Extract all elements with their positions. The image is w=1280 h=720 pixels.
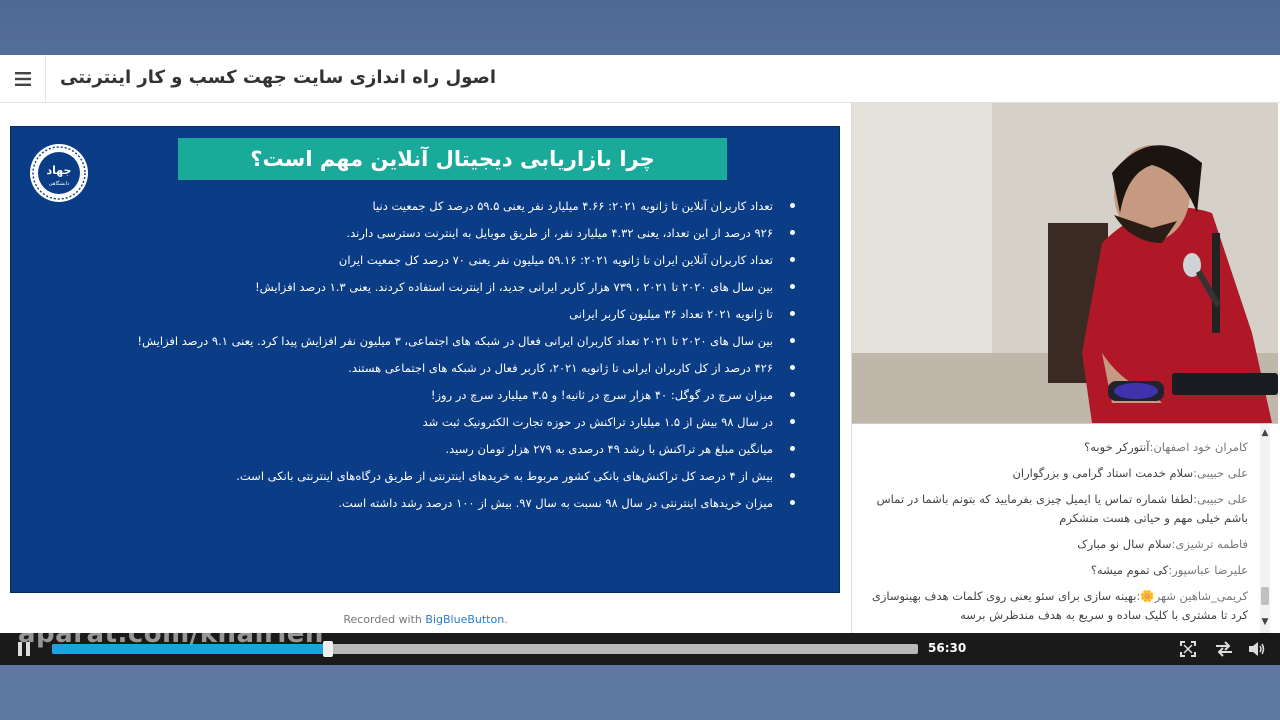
bullet-text: بیش از ۴ درصد کل تراکنش‌های بانکی کشور مربوط به خریدهای اینترنتی از طریق درگاه‌های اینترنتی بانکی است. [236,469,773,483]
bullet-dot-icon [790,473,795,478]
bullet-item [79,467,799,494]
bullet-text: تعداد کاربران آنلاین تا ژانویه ۲۰۲۱: ۴.۶۶ میلیارد نفر یعنی ۵۹.۵ درصد کل جمعیت دنیا [372,199,773,213]
logo-text: جهاد [46,164,72,177]
bullet-text: ۹۲۶ درصد از این تعداد، یعنی ۴.۳۲ میلیارد نفر، از طریق موبایل به اینترنت دسترسی دارند. [346,226,773,240]
bigbluebutton-link[interactable]: BigBlueButton [425,613,505,626]
bullet-text: میزان خریدهای اینترنتی در سال ۹۸ نسبت به سال ۹۷. بیش از ۱۰۰ درصد رشد داشته است. [338,496,773,510]
bullet-dot-icon [790,446,795,451]
volume-button[interactable] [1246,639,1268,659]
bullet-dot-icon [790,338,795,343]
bullet-item [79,494,799,521]
aparat-watermark: aparat.com/khairieh [18,619,324,649]
chat-message [852,535,1248,554]
recorded-suffix: . [504,613,508,626]
bullet-dot-icon [790,365,795,370]
chat-text: کی تموم میشه؟ [1090,563,1169,577]
bullet-text: تا ژانویه ۲۰۲۱ تعداد ۳۶ میلیون کاربر ایرانی [569,307,773,321]
bullet-dot-icon [790,500,795,505]
chat-author: علیرضا عباسپور: [1168,563,1248,577]
menu-button[interactable] [0,55,46,102]
bullet-dot-icon [790,392,795,397]
chat-text: آنتورکر خوبه؟ [1084,440,1150,454]
swap-arrows-icon [1215,641,1233,657]
bullet-text: بین سال های ۲۰۲۰ تا ۲۰۲۱ ، ۷۳۹ هزار کاربر ایرانی جدید، از اینترنت استفاده کردند. یعنی ۱.۳ درصد افزایش! [255,280,773,294]
chat-message [852,561,1248,580]
bullet-item [79,251,799,278]
bullet-item [79,413,799,440]
presentation-area [0,103,851,633]
jahad-logo [29,143,89,203]
hamburger-menu-icon [15,72,31,86]
bullet-dot-icon [790,284,795,289]
slide-heading-banner [178,138,727,180]
logo-subtext: دانشگاهی [48,181,70,187]
chat-text: لطفا شماره تماس یا ایمیل چیزی بفرمایید که بتونم باشما در تماس باشم خیلی مهم و حیاتی هست متشکرم [876,492,1248,525]
bullet-list [79,197,799,521]
webcam-video-frame [852,103,1278,423]
chat-text: سلام سال نو مبارک [1077,537,1172,551]
scroll-down-arrow-icon[interactable]: ▼ [1261,617,1269,627]
slide-heading: چرا بازاریابی دیجیتال آنلاین مهم است؟ [250,147,655,171]
fullscreen-button[interactable] [1178,639,1198,659]
player-frame [0,55,1280,633]
volume-icon [1248,641,1266,657]
chat-panel [852,423,1278,634]
bullet-item [79,440,799,467]
bullet-dot-icon [790,203,795,208]
webcam-video [852,103,1278,423]
fullscreen-icon [1180,641,1196,657]
bullet-item [79,197,799,224]
swap-layout-button[interactable] [1213,639,1235,659]
chat-scrollbar[interactable] [1260,424,1270,634]
chat-text: بهینه سازی برای سئو یعنی روی کلمات هدف بهینوسازی کرد تا مشتری با کلیک ساده و سریع به هدف مندظرش برسه [871,589,1248,622]
presentation-slide [10,126,840,593]
bullet-item [79,224,799,251]
chat-message [852,464,1248,483]
chat-message [852,490,1248,528]
bullet-dot-icon [790,230,795,235]
chat-message [852,587,1248,625]
bullet-item [79,305,799,332]
header [0,55,1280,103]
elapsed-time: 56:30 [928,641,967,655]
recorded-prefix: Recorded with [343,613,426,626]
bullet-text: در سال ۹۸ بیش از ۱.۵ میلیارد تراکنش در حوزه تجارت الکترونیک ثبت شد [422,415,773,429]
chat-message-list [852,438,1248,632]
page-title: اصول راه اندازی سایت جهت کسب و کار اینترنتی [60,67,497,88]
bullet-text: میانگین مبلغ هر تراکنش با رشد ۴۹ درصدی به ۲۷۹ هزار تومان رسید. [445,442,773,456]
bullet-text: ۴۲۶ درصد از کل کاربران ایرانی تا ژانویه ۲۰۲۱، کاربر فعال در شبکه های اجتماعی هستند. [348,361,773,375]
bullet-text: بین سال های ۲۰۲۰ تا ۲۰۲۱ تعداد کاربران ایرانی فعال در شبکه های اجتماعی، ۳ میلیون نفر افزایش پیدا کرد. یعنی ۹.۱ درصد افزایش! [137,334,773,348]
chat-author: کامران خود اصفهان: [1149,440,1248,454]
bullet-text: میزان سرچ در گوگل: ۴۰ هزار سرچ در ثانیه! و ۳.۵ میلیارد سرچ در روز! [430,388,773,402]
bullet-text: تعداد کاربران آنلاین ایران تا ژانویه ۲۰۲۱: ۵۹.۱۶ میلیون نفر یعنی ۷۰ درصد کل جمعیت ایران [338,253,773,267]
bullet-item [79,332,799,359]
chat-author: فاطمه ترشیزی: [1171,537,1248,551]
bullet-item [79,386,799,413]
scroll-thumb[interactable] [1261,587,1269,605]
bullet-dot-icon [790,419,795,424]
progress-handle[interactable] [323,641,333,657]
chat-author: علی حبیبی: [1193,466,1248,480]
bullet-item [79,278,799,305]
chat-text: سلام خدمت استاد گرامی و بزرگواران [1012,466,1194,480]
chat-author: علی حبیبی: [1193,492,1248,506]
bullet-dot-icon [790,257,795,262]
bullet-dot-icon [790,311,795,316]
chat-author: کریمی_شاهین شهر🌼: [1136,589,1248,603]
bullet-item [79,359,799,386]
scroll-up-arrow-icon[interactable]: ▲ [1261,428,1269,438]
chat-message [852,438,1248,457]
